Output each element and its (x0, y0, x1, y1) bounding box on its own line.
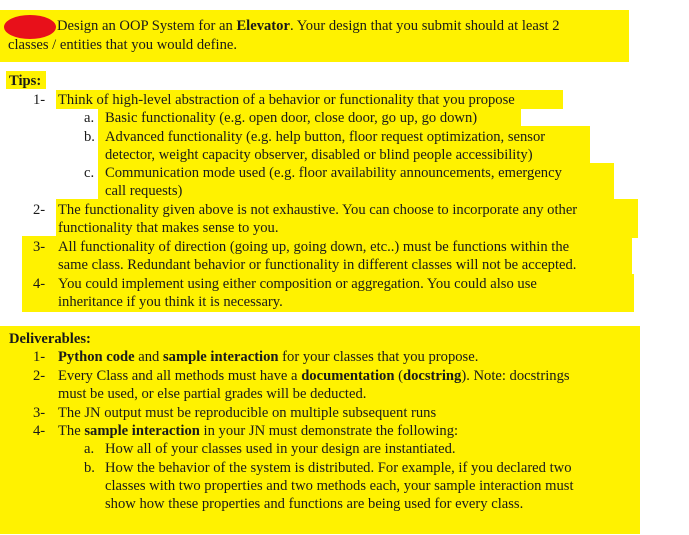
tip-number-2: 2- (33, 202, 46, 218)
deliverable-number-1: 1- (33, 349, 46, 365)
deliverable-2-text-2: must be used, or else partial grades will be deducted. (58, 386, 367, 402)
deliverable-a-text: How all of your classes used in your design are instantiated. (105, 441, 456, 457)
tip-3-text-2: same class. Redundant behavior or functionality in different classes will not be accepted. (58, 257, 577, 273)
deliverable-number-3: 3- (33, 405, 46, 421)
tip-letter-b: b. (84, 129, 95, 145)
tip-2-text-1: The functionality given above is not exhaustive. You can choose to incorporate any other (58, 202, 578, 218)
deliverable-4-text: The sample interaction in your JN must demonstrate the following: (58, 423, 459, 439)
deliverable-3-text: The JN output must be reproducible on multiple subsequent runs (58, 405, 437, 421)
tips-heading: Tips: (9, 73, 42, 89)
tip-letter-a: a. (84, 110, 95, 126)
deliverable-b-text-2: classes with two properties and two methods each, your sample interaction must (105, 478, 574, 494)
tip-letter-c: c. (84, 165, 95, 181)
tip-c-text-1: Communication mode used (e.g. floor availability announcements, emergency (105, 165, 562, 181)
deliverable-number-4: 4- (33, 423, 46, 439)
tip-number-4: 4- (33, 276, 46, 292)
tip-1-text: Think of high-level abstraction of a behavior or functionality that you propose (58, 92, 515, 108)
tip-c-text-2: call requests) (105, 183, 183, 199)
deliverable-letter-b: b. (84, 460, 95, 476)
tip-b-text-1: Advanced functionality (e.g. help button, floor request optimization, sensor (105, 129, 546, 145)
deliverable-2-text-1: Every Class and all methods must have a documentation (docstring). Note: docstrings (58, 368, 570, 384)
tip-number-1: 1- (33, 92, 46, 108)
tip-2-text-2: functionality that makes sense to you. (58, 220, 279, 236)
deliverable-b-text-1: How the behavior of the system is distributed. For example, if you declared two (105, 460, 572, 476)
deliverable-letter-a: a. (84, 441, 95, 457)
tip-a-text: Basic functionality (e.g. open door, close door, go up, go down) (105, 110, 478, 126)
tip-number-3: 3- (33, 239, 46, 255)
tip-4-text-1: You could implement using either composition or aggregation. You could also use (58, 276, 537, 292)
intro-line-1: Design an OOP System for an Elevator. Your design that you submit should at least 2 (57, 18, 560, 34)
deliverables-heading: Deliverables: (9, 331, 91, 347)
tip-3-text-1: All functionality of direction (going up, going down, etc..) must be functions within the (58, 239, 570, 255)
deliverable-1-text: Python code and sample interaction for your classes that you propose. (58, 349, 479, 365)
deliverable-number-2: 2- (33, 368, 46, 384)
tip-4-text-2: inheritance if you think it is necessary. (58, 294, 283, 310)
tip-b-text-2: detector, weight capacity observer, disabled or blind people accessibility) (105, 147, 533, 163)
intro-line-2: classes / entities that you would define. (8, 37, 237, 53)
deliverable-b-text-3: show how these properties and functions are being used for every class. (105, 496, 524, 512)
